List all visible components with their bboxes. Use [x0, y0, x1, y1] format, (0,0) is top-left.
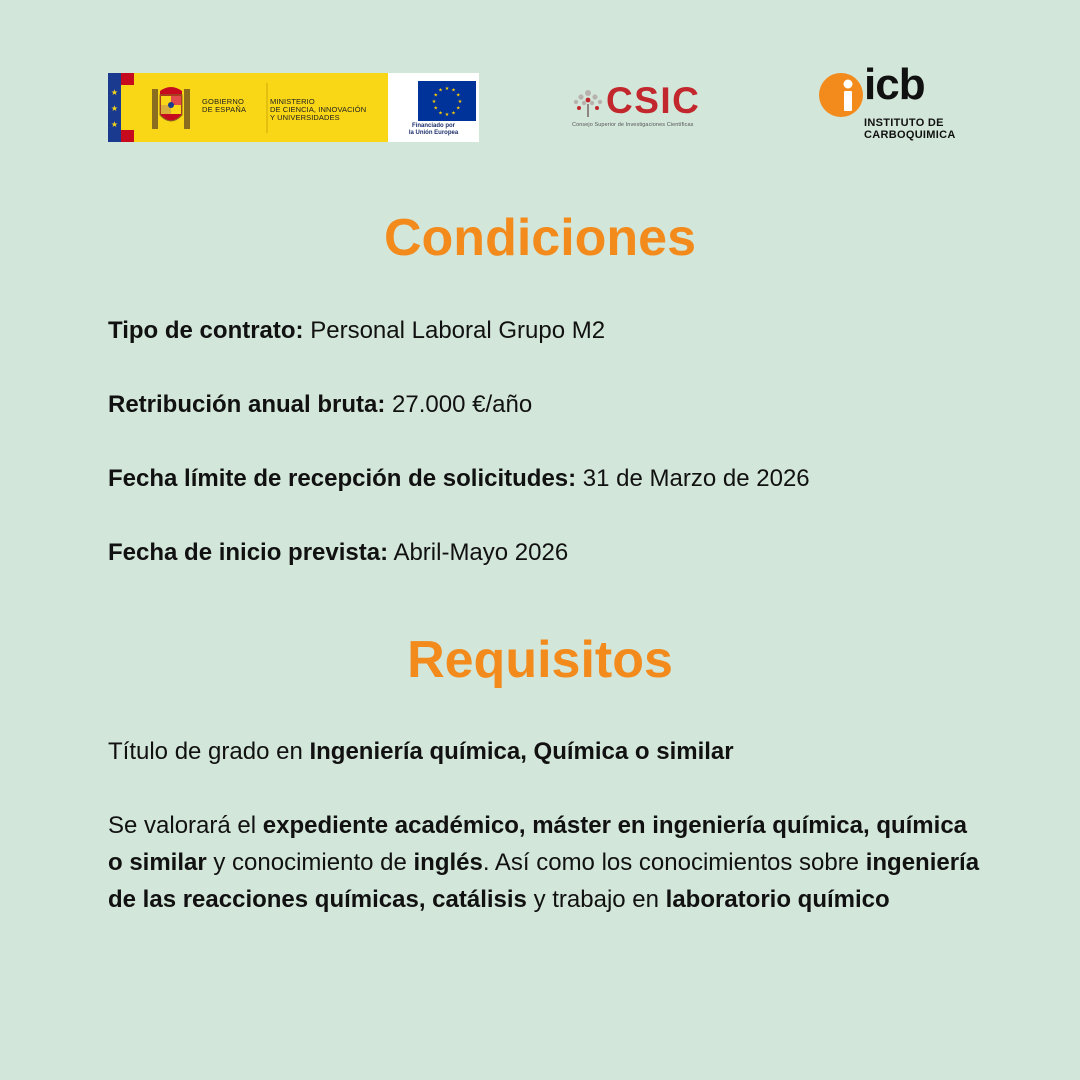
requirement-valued-merits [108, 807, 988, 918]
condition-value: 27.000 €/año [385, 391, 533, 418]
merit-text: y trabajo en [526, 886, 666, 913]
government-label: GOBIERNO DE ESPAÑA [202, 97, 247, 114]
condition-label: Fecha límite de recepción de solicitudes: [108, 465, 577, 492]
condition-value: Abril-Mayo 2026 [388, 539, 569, 566]
merit-text: Se valorará el [108, 812, 263, 839]
spain-flag-icon [108, 73, 134, 142]
csic-logo [572, 80, 728, 130]
svg-text:★: ★ [456, 92, 461, 99]
csic-wordmark: CSIC [606, 80, 701, 121]
svg-text:★: ★ [110, 88, 119, 97]
svg-text:★: ★ [433, 92, 438, 99]
svg-text:★: ★ [431, 99, 437, 105]
degree-fields: Ingeniería química, Química o similar [309, 738, 734, 765]
government-ministry-logo [108, 73, 479, 142]
condition-value: Personal Laboral Grupo M2 [303, 317, 606, 344]
svg-text:★: ★ [456, 105, 461, 112]
condition-salary [108, 386, 988, 423]
merit-emphasis: expediente académico, máster en ingeniería química, química o similar [108, 812, 968, 876]
requirement-degree [108, 733, 988, 770]
condition-start-date [108, 534, 988, 571]
svg-text:★: ★ [110, 104, 119, 113]
svg-text:★: ★ [444, 86, 450, 92]
svg-text:★: ★ [438, 110, 443, 117]
condition-label: Retribución anual bruta: [108, 391, 386, 418]
svg-text:★: ★ [451, 87, 456, 94]
icb-logo [818, 60, 978, 145]
svg-text:★: ★ [444, 112, 450, 118]
svg-text:★: ★ [110, 120, 119, 129]
icb-wordmark: icb [864, 60, 925, 109]
merit-emphasis: inglés [413, 849, 483, 876]
condition-label: Fecha de inicio prevista: [108, 539, 389, 566]
requirements-heading: Requisitos [407, 631, 673, 689]
condition-contract-type [108, 312, 988, 349]
degree-prefix: Título de grado en [108, 738, 310, 765]
coat-of-arms-icon [146, 81, 196, 135]
svg-text:★: ★ [433, 105, 438, 112]
merit-emphasis: ingeniería de las reacciones químicas, catálisis [108, 849, 980, 913]
svg-text:★: ★ [438, 87, 443, 94]
csic-tree-icon [572, 88, 604, 118]
ministry-label: MINISTERIO DE CIENCIA, INNOVACIÓN Y UNIVERSIDADES [270, 97, 367, 122]
condition-label: Tipo de contrato: [108, 317, 304, 344]
merit-text: . Así como los conocimientos sobre [482, 849, 866, 876]
svg-text:★: ★ [457, 99, 463, 105]
csic-fullname: Consejo Superior de Investigaciones Científicas [572, 122, 694, 128]
icb-orange-circle-icon [818, 72, 864, 118]
eu-funding-logo [388, 73, 479, 142]
eu-caption: Financiado por la Unión Europea [408, 123, 459, 136]
conditions-heading: Condiciones [383, 209, 697, 267]
merit-emphasis: laboratorio químico [665, 886, 890, 913]
icb-fullname: INSTITUTO DE CARBOQUIMICA [864, 117, 956, 141]
merit-text: y conocimiento de [206, 849, 414, 876]
svg-text:★: ★ [451, 110, 456, 117]
eu-flag-icon [418, 81, 476, 121]
condition-deadline [108, 460, 988, 497]
logo-bar [0, 0, 1080, 160]
condition-value: 31 de Marzo de 2026 [576, 465, 810, 492]
